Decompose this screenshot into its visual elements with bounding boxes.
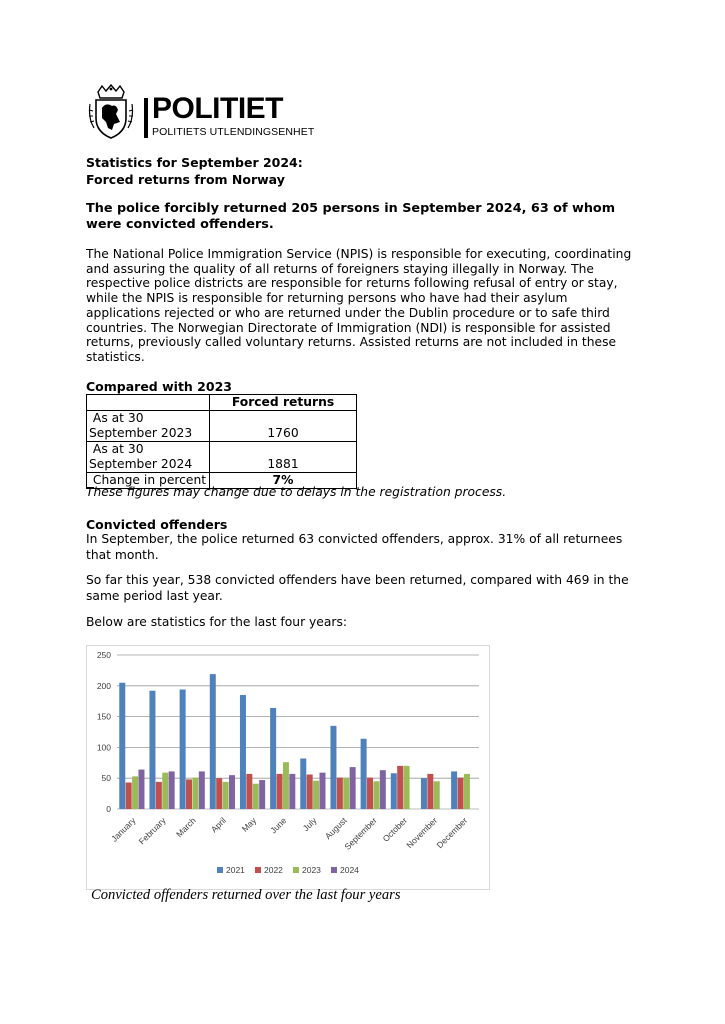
chart-bar bbox=[169, 771, 175, 809]
row-label-line: As at 30 bbox=[89, 411, 144, 425]
intro-line: applications rejected or who are returned under the Dublin procedure or to safe third bbox=[86, 305, 610, 320]
chart-bar bbox=[330, 726, 336, 809]
chart-bar bbox=[119, 683, 125, 809]
logo-title: POLITIET bbox=[152, 92, 283, 125]
norwegian-lion-crest-icon bbox=[86, 84, 136, 140]
table-row-label bbox=[87, 411, 210, 442]
change-value: 7% bbox=[210, 473, 357, 489]
chart-bar bbox=[240, 695, 246, 809]
convicted-paragraph-2 bbox=[86, 573, 656, 604]
intro-line: returns, previously called voluntary returns. Assisted returns are not included in these bbox=[86, 335, 617, 350]
row-label-line: September 2024 bbox=[89, 457, 193, 471]
y-tick-label: 50 bbox=[101, 773, 111, 784]
chart-bar bbox=[216, 778, 222, 809]
table-note: These figures may change due to delays in the registration process. bbox=[86, 485, 507, 499]
legend-swatch bbox=[331, 867, 337, 873]
chart-bar bbox=[343, 778, 349, 809]
chart-bar bbox=[270, 708, 276, 809]
title-line-2: Forced returns from Norway bbox=[86, 172, 285, 187]
chart-bar bbox=[361, 739, 367, 809]
row-label-line: September 2023 bbox=[89, 426, 193, 440]
chart-bar bbox=[373, 781, 379, 809]
intro-line: and assuring the quality of all returns of foreigners staying illegally in Norway. The bbox=[86, 261, 594, 276]
chart-bar bbox=[199, 771, 205, 809]
table-row bbox=[87, 442, 357, 473]
chart-bar bbox=[289, 774, 295, 809]
intro-line: while the NPIS is responsible for returning persons who have had their asylum bbox=[86, 291, 568, 306]
bar-chart bbox=[86, 645, 490, 890]
legend-swatch bbox=[255, 867, 261, 873]
chart-caption: Convicted offenders returned over the last four years bbox=[91, 887, 401, 903]
intro-line: statistics. bbox=[86, 349, 145, 364]
x-tick-label: May bbox=[239, 815, 259, 834]
x-tick-label: February bbox=[136, 815, 168, 847]
chart-bar bbox=[277, 774, 283, 809]
x-tick-label: December bbox=[434, 815, 470, 851]
chart-bar bbox=[186, 779, 192, 809]
x-tick-label: June bbox=[268, 815, 289, 836]
chart-bar bbox=[313, 781, 319, 809]
chart-bar bbox=[458, 778, 464, 809]
chart-bar bbox=[421, 778, 427, 809]
chart-bar bbox=[367, 778, 373, 809]
chart-bar bbox=[180, 689, 186, 809]
chart-bar bbox=[391, 773, 397, 809]
comparison-table bbox=[86, 394, 357, 489]
table-header-row bbox=[87, 395, 357, 411]
legend-label: 2022 bbox=[264, 865, 283, 875]
chart-bar bbox=[319, 773, 325, 809]
chart-bar bbox=[283, 762, 289, 809]
x-tick-label: August bbox=[322, 815, 349, 842]
chart-svg bbox=[87, 646, 489, 889]
x-tick-label: November bbox=[404, 815, 440, 851]
legend-swatch bbox=[293, 867, 299, 873]
chart-bar bbox=[404, 766, 410, 809]
chart-bar bbox=[451, 771, 457, 809]
chart-bar bbox=[380, 770, 386, 809]
y-tick-label: 100 bbox=[96, 742, 111, 753]
table-header-forced-returns: Forced returns bbox=[210, 395, 357, 411]
legend-label: 2024 bbox=[340, 865, 359, 875]
table-header-empty bbox=[87, 395, 210, 411]
chart-bar bbox=[397, 766, 403, 809]
chart-bar bbox=[229, 775, 235, 809]
x-tick-label: March bbox=[174, 815, 198, 840]
y-tick-label: 0 bbox=[106, 804, 111, 814]
chart-bar bbox=[162, 773, 168, 809]
legend-swatch bbox=[217, 867, 223, 873]
intro-line: respective police districts are responsible for returns following refusal of entry or stay, bbox=[86, 276, 618, 291]
paragraph-line: same period last year. bbox=[86, 588, 223, 603]
chart-bar bbox=[337, 778, 343, 809]
chart-bar bbox=[149, 691, 155, 809]
paragraph-line: So far this year, 538 convicted offenders have been returned, compared with 469 in the bbox=[86, 573, 629, 587]
paragraph-line: that month. bbox=[86, 547, 159, 562]
chart-bar bbox=[259, 780, 265, 809]
chart-bar bbox=[210, 674, 216, 809]
comparison-heading: Compared with 2023 bbox=[86, 379, 232, 394]
table-row bbox=[87, 411, 357, 442]
table-row-value: 1881 bbox=[210, 442, 357, 473]
chart-bar bbox=[138, 770, 144, 809]
x-tick-label: January bbox=[109, 815, 138, 844]
document-title bbox=[86, 154, 303, 188]
x-tick-label: April bbox=[208, 815, 228, 835]
table-row-value: 1760 bbox=[210, 411, 357, 442]
politiet-logo bbox=[86, 84, 326, 142]
y-tick-label: 150 bbox=[96, 711, 111, 722]
convicted-paragraph-1 bbox=[86, 532, 656, 563]
lead-paragraph: The police forcibly returned 205 persons in September 2024, 63 of whom were convicted offenders. bbox=[86, 201, 616, 232]
logo-divider bbox=[144, 98, 148, 138]
chart-bar bbox=[350, 767, 356, 809]
chart-bar bbox=[434, 781, 440, 809]
logo-subtitle: POLITIETS UTLENDINGSENHET bbox=[152, 126, 315, 138]
intro-line: countries. The Norwegian Directorate of Immigration (NDI) is responsible for assisted bbox=[86, 320, 611, 335]
convicted-heading: Convicted offenders bbox=[86, 517, 228, 532]
chart-bar bbox=[126, 783, 132, 809]
x-tick-label: September bbox=[342, 815, 379, 852]
y-tick-label: 250 bbox=[96, 650, 111, 660]
title-line-1: Statistics for September 2024: bbox=[86, 155, 303, 170]
x-tick-label: July bbox=[300, 815, 319, 834]
table-row-label bbox=[87, 442, 210, 473]
intro-line: The National Police Immigration Service (NPIS) is responsible for executing, coordinating bbox=[86, 247, 632, 261]
y-tick-label: 200 bbox=[96, 680, 111, 691]
legend-label: 2021 bbox=[226, 865, 245, 875]
convicted-paragraph-3: Below are statistics for the last four years: bbox=[86, 615, 348, 629]
legend-label: 2023 bbox=[302, 865, 321, 875]
x-tick-label: October bbox=[380, 815, 409, 844]
change-label: Change in percent bbox=[87, 473, 210, 489]
intro-paragraph bbox=[86, 247, 656, 365]
chart-bar bbox=[307, 775, 313, 809]
chart-bar bbox=[427, 774, 433, 809]
chart-bar bbox=[300, 758, 306, 809]
row-label-line: As at 30 bbox=[89, 442, 144, 456]
chart-bar bbox=[223, 782, 229, 809]
chart-bar bbox=[192, 778, 198, 809]
chart-bar bbox=[246, 774, 252, 809]
chart-bar bbox=[132, 776, 138, 809]
paragraph-line: In September, the police returned 63 convicted offenders, approx. 31% of all returnees bbox=[86, 532, 623, 546]
chart-bar bbox=[464, 774, 470, 809]
chart-bar bbox=[253, 784, 259, 809]
chart-bar bbox=[156, 782, 162, 809]
